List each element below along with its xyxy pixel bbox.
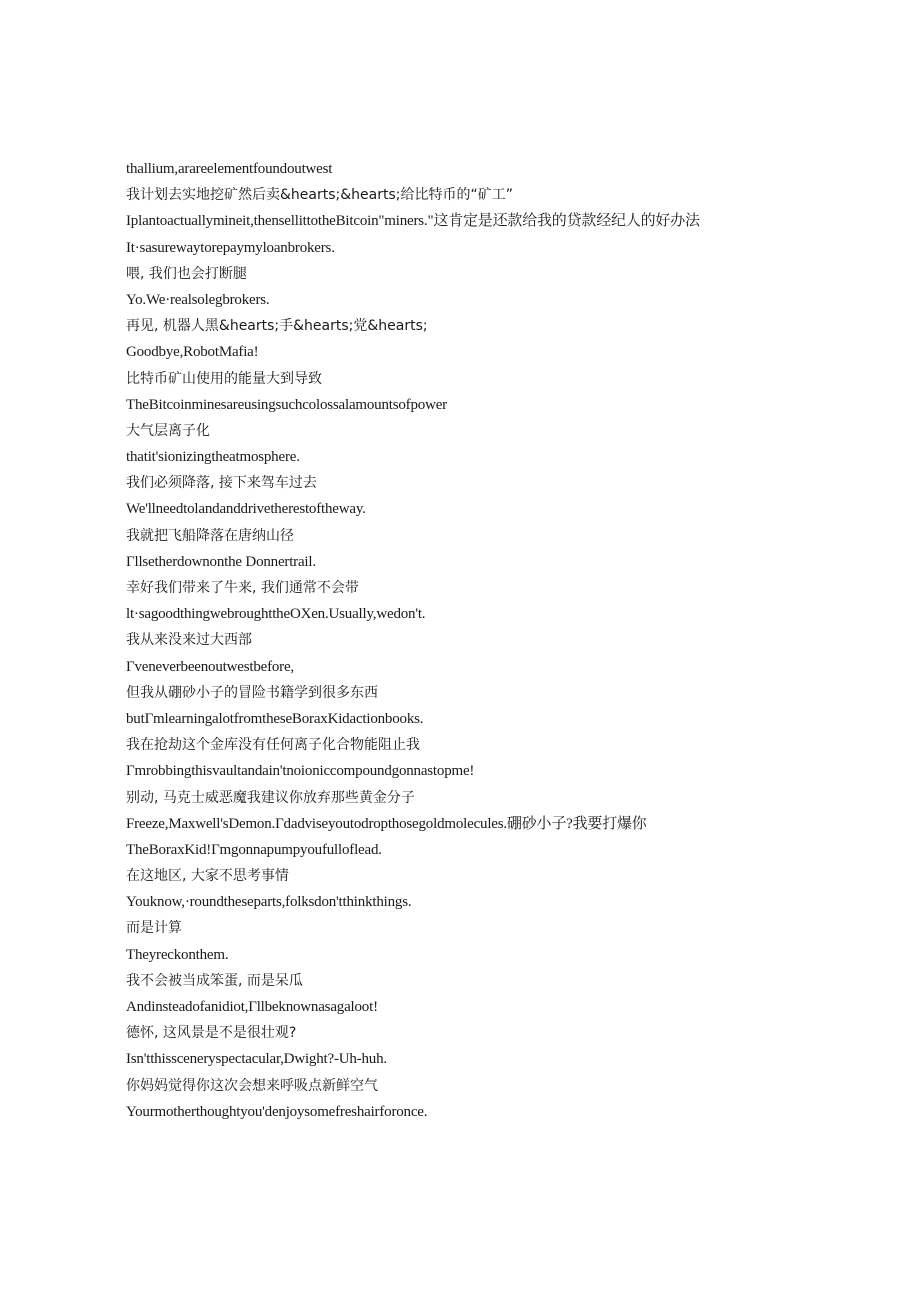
text-line: 我在抢劫这个金库没有任何离子化合物能阻止我 <box>126 737 420 754</box>
text-line: thallium,arareelementfoundoutwest <box>126 161 333 177</box>
text-line: TheBitcoinminesareusingsuchcolossalamountsofpower <box>126 396 447 413</box>
text-line: 幸好我们带来了牛来, 我们通常不会带 <box>126 580 359 597</box>
text-line: Yourmotherthoughtyou'denjoysomefreshairforonce. <box>126 1103 428 1120</box>
text-line: butΓmlearningalotfromtheseBoraxKidactionbooks. <box>126 710 424 727</box>
text-line: Iplantoactuallymineit,thensellittotheBitcoin"miners."这肯定是还款给我的贷款经纪人的好办法 <box>126 213 700 230</box>
text-line: Γmrobbingthisvaultandain'tnoioniccompoundgonnastopme! <box>126 763 475 780</box>
text-line: 而是计算 <box>126 920 182 937</box>
text-line: Γllsetherdownonthe Donnertrail. <box>126 553 316 570</box>
text-line: Γveneverbeenoutwestbefore, <box>126 658 294 675</box>
text-line: 你妈妈觉得你这次会想来呼吸点新鲜空气 <box>126 1077 378 1094</box>
text-line: It·sasurewaytorepaymyloanbrokers. <box>126 239 335 256</box>
text-line: Freeze,Maxwell'sDemon.Γdadviseyoutodropthosegoldmolecules.硼砂小子?我要打爆你 <box>126 815 647 832</box>
text-line: 我从来没来过大西部 <box>126 632 252 649</box>
text-line: We'llneedtolandanddrivetherestoftheway. <box>126 501 366 518</box>
text-line: Andinsteadofanidiot,Γllbeknownasagaloot! <box>126 999 378 1016</box>
text-line: 再见, 机器人黑&hearts;手&hearts;党&hearts; <box>126 318 428 335</box>
text-line: 我不会被当成笨蛋, 而是呆瓜 <box>126 972 303 989</box>
text-line: 但我从硼砂小子的冒险书籍学到很多东西 <box>126 684 378 701</box>
text-line: TheBoraxKid!Γmgonnapumpyoufulloflead. <box>126 841 382 858</box>
text-line: Theyreckonthem. <box>126 946 229 963</box>
text-line: Goodbye,RobotMafia! <box>126 344 259 361</box>
text-line: Yo.We·realsolegbrokers. <box>126 291 270 308</box>
text-line: 别动, 马克士威恶魔我建议你放弃那些黄金分子 <box>126 789 415 806</box>
text-line: 我计划去实地挖矿然后卖&hearts;&hearts;给比特币的“矿工” <box>126 187 513 204</box>
text-line: 我就把飞船降落在唐纳山径 <box>126 527 294 544</box>
text-line: 喂, 我们也会打断腿 <box>126 265 247 282</box>
text-line: thatit'sionizingtheatmosphere. <box>126 449 300 466</box>
document-body <box>126 156 766 1125</box>
text-line: lt·sagoodthingwebroughttheOXen.Usually,wedon't. <box>126 606 426 623</box>
text-line: Isn'tthissceneryspectacular,Dwight?-Uh-huh. <box>126 1051 387 1068</box>
text-line: 比特币矿山使用的能量大到导致 <box>126 370 322 387</box>
text-line: 在这地区, 大家不思考事情 <box>126 868 289 885</box>
text-line: 我们必须降落, 接下来驾车过去 <box>126 475 317 492</box>
text-line: Youknow,·roundtheseparts,folksdon'tthinkthings. <box>126 894 412 911</box>
text-line: 德怀, 这风景是不是很壮观? <box>126 1025 297 1042</box>
text-line: 大气层离子化 <box>126 422 210 439</box>
